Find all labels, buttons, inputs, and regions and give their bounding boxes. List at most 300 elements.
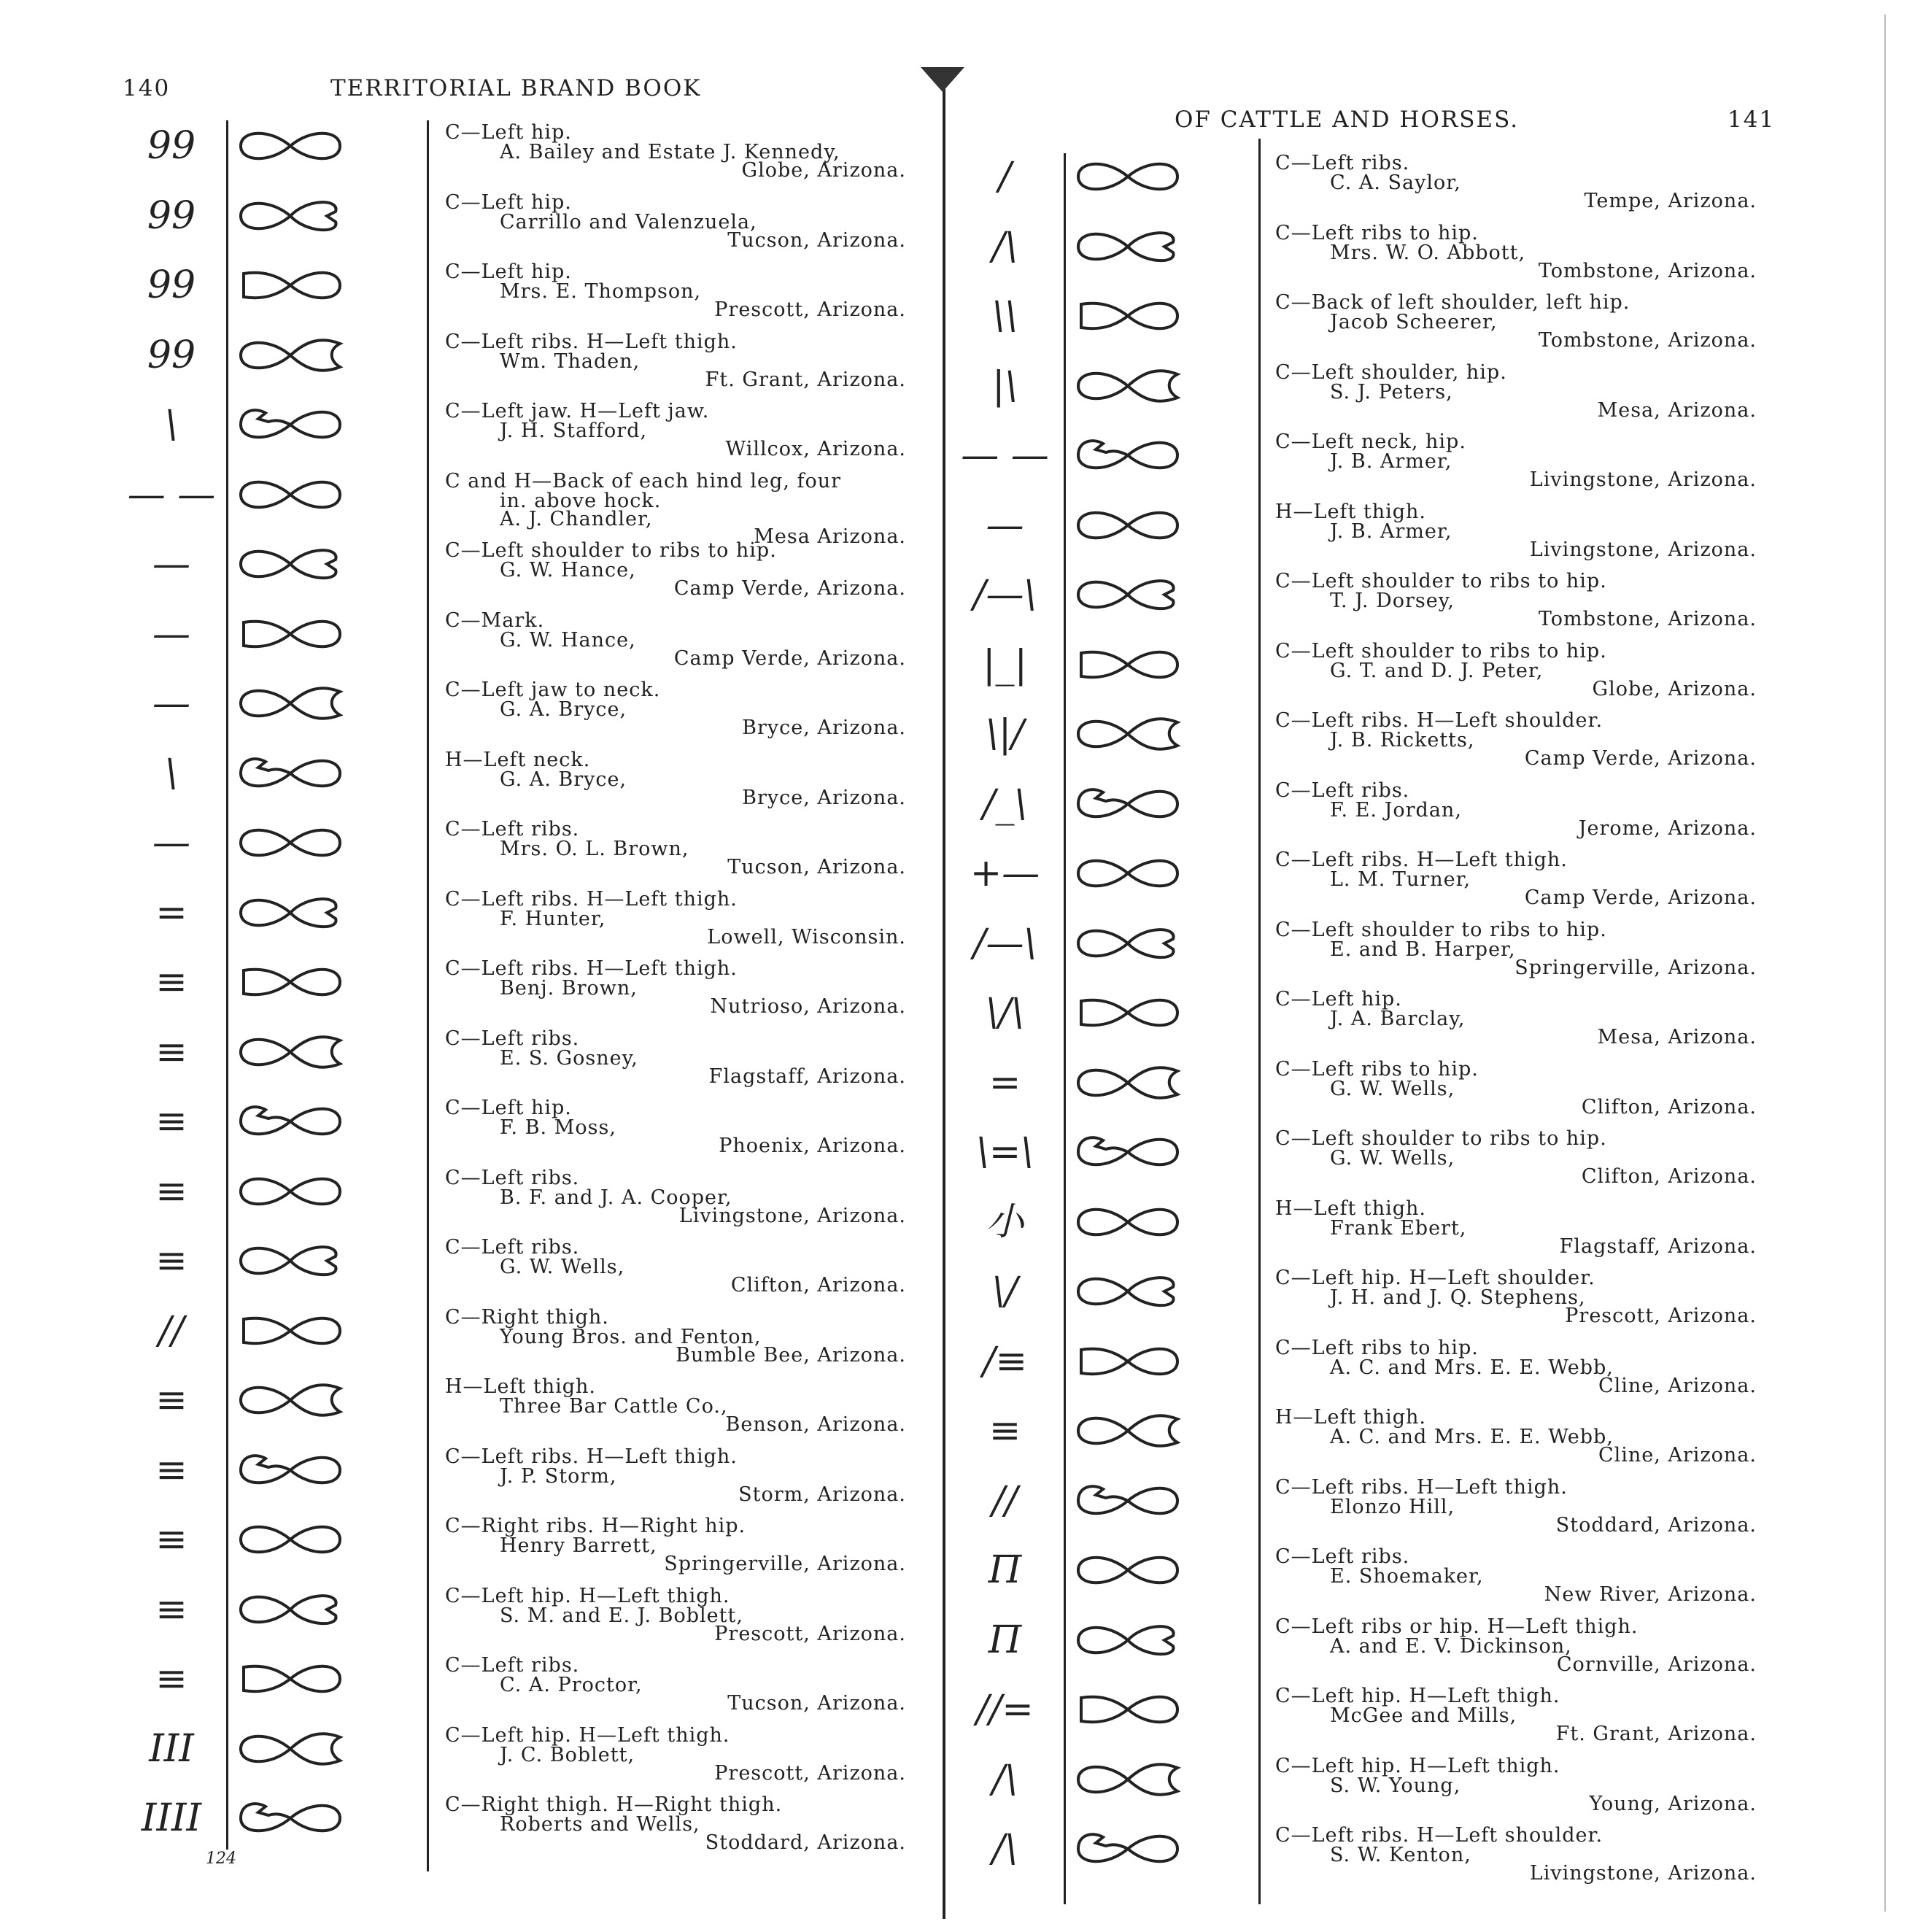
brand-symbol: \/ bbox=[991, 1270, 1018, 1313]
brand-symbol: 小 bbox=[986, 1199, 1024, 1244]
earmark-icon bbox=[233, 891, 350, 935]
entry-owner: G. A. Bryce, bbox=[500, 698, 627, 721]
left-page-number: 140 bbox=[123, 75, 171, 101]
entry-owner: S. M. and E. J. Boblett, bbox=[500, 1604, 743, 1627]
entry-mark: C—Left hip. H—Left shoulder. bbox=[1275, 1267, 1595, 1289]
earmark-icon bbox=[1071, 433, 1188, 477]
brand-symbol: — bbox=[152, 542, 190, 586]
brand-entry bbox=[1275, 1686, 1757, 1756]
entry-mark: C—Left neck, hip. bbox=[1275, 430, 1466, 453]
entry-owner: E. Shoemaker, bbox=[1330, 1565, 1484, 1588]
entry-owner: Jacob Scheerer, bbox=[1330, 311, 1498, 333]
brand-symbol: / bbox=[998, 155, 1012, 198]
entry-owner: G. T. and D. J. Peter, bbox=[1330, 659, 1544, 682]
brand-symbol: \ bbox=[165, 751, 178, 795]
entry-location: Camp Verde, Arizona. bbox=[1524, 747, 1757, 770]
brand-symbol: // bbox=[158, 1308, 185, 1353]
brand-entry bbox=[1275, 641, 1757, 711]
entry-owner: J. A. Barclay, bbox=[1330, 1008, 1466, 1030]
entry-location: Nutrioso, Arizona. bbox=[710, 995, 906, 1018]
entry-mark: H—Left thigh. bbox=[1275, 1406, 1427, 1429]
entry-owner: Roberts and Wells, bbox=[500, 1813, 700, 1836]
entry-mark: C—Left ribs. H—Left shoulder. bbox=[1275, 709, 1603, 732]
brand-entry bbox=[445, 1307, 906, 1377]
right-text-rule bbox=[1258, 139, 1261, 1904]
earmark-icon bbox=[233, 333, 350, 377]
brand-entry bbox=[445, 1586, 906, 1656]
entry-mark: C—Left hip. bbox=[1275, 988, 1402, 1011]
entry-mark: C—Left hip. bbox=[445, 121, 572, 144]
left-brand-rule bbox=[226, 120, 228, 1850]
entry-location: Livingstone, Arizona. bbox=[1529, 1862, 1757, 1885]
brand-entry bbox=[445, 959, 906, 1029]
earmark-icon bbox=[233, 263, 350, 307]
brand-entry bbox=[445, 1655, 906, 1726]
entry-owner: G. W. Wells, bbox=[1330, 1077, 1455, 1100]
entry-owner-secondary: A. J. Chandler, bbox=[500, 507, 653, 530]
brand-symbol: — bbox=[152, 821, 190, 865]
earmark-icon bbox=[1071, 225, 1188, 268]
brand-entry bbox=[445, 1516, 906, 1586]
entry-owner: F. Hunter, bbox=[500, 907, 606, 930]
entry-mark: C—Left hip. H—Left thigh. bbox=[1275, 1685, 1560, 1707]
earmark-icon bbox=[1071, 573, 1188, 617]
brand-entry bbox=[1275, 223, 1757, 293]
brand-symbol: \\ bbox=[991, 294, 1018, 338]
entry-mark: C—Left ribs. bbox=[445, 1166, 580, 1189]
gutter-rule bbox=[943, 73, 945, 1919]
entry-location: Stoddard, Arizona. bbox=[1555, 1513, 1757, 1537]
entry-location: Ft. Grant, Arizona. bbox=[1555, 1723, 1757, 1745]
entry-owner: A. C. and Mrs. E. E. Webb, bbox=[1330, 1426, 1614, 1448]
entry-location: Camp Verde, Arizona. bbox=[673, 577, 906, 600]
entry-mark: C—Left ribs. H—Left thigh. bbox=[1275, 849, 1568, 871]
brand-symbol: \|/ bbox=[986, 712, 1024, 756]
brand-entry bbox=[1275, 850, 1757, 920]
brand-symbol: +— bbox=[970, 851, 1040, 895]
entry-mark: C—Left hip. bbox=[445, 1097, 572, 1119]
brand-symbol: ≡ bbox=[155, 1239, 187, 1283]
brand-entry bbox=[445, 1795, 906, 1865]
entry-mark: C—Left ribs to hip. bbox=[1275, 221, 1479, 244]
brand-symbol: /_\ bbox=[982, 781, 1028, 826]
entry-mark: C—Left shoulder to ribs to hip. bbox=[1275, 639, 1607, 662]
brand-entry bbox=[445, 750, 906, 820]
entry-mark: C—Left ribs. bbox=[1275, 778, 1410, 802]
entry-mark: C—Left ribs. H—Left thigh. bbox=[445, 330, 738, 353]
entry-location: Willcox, Arizona. bbox=[725, 438, 906, 460]
entry-owner: Carrillo and Valenzuela, bbox=[500, 210, 757, 233]
entry-location: Tucson, Arizona. bbox=[727, 228, 906, 252]
brand-symbol: /\ bbox=[991, 1757, 1018, 1801]
right-brand-rule bbox=[1064, 153, 1066, 1904]
entry-location: Bumble Bee, Arizona. bbox=[676, 1343, 906, 1367]
right-running-head: OF CATTLE AND HORSES. bbox=[1175, 107, 1520, 133]
entry-location: Springerville, Arizona. bbox=[664, 1553, 906, 1575]
earmark-icon bbox=[233, 1518, 350, 1561]
earmark-icon bbox=[1071, 1340, 1188, 1383]
brand-entry bbox=[445, 1098, 906, 1168]
earmark-icon bbox=[233, 1170, 350, 1213]
entry-location: Livingstone, Arizona. bbox=[1529, 538, 1757, 561]
entry-location: Bryce, Arizona. bbox=[742, 716, 906, 739]
entry-location: Prescott, Arizona. bbox=[714, 1761, 906, 1785]
brand-symbol: /≡ bbox=[982, 1339, 1028, 1383]
brand-symbol: IIII bbox=[141, 1796, 202, 1840]
entry-owner: F. E. Jordan, bbox=[1330, 798, 1462, 822]
entry-mark: C—Left ribs. H—Left thigh. bbox=[445, 957, 738, 980]
earmark-icon bbox=[1071, 1130, 1188, 1174]
brand-symbol: Π bbox=[988, 1548, 1022, 1592]
earmark-icon bbox=[1071, 1270, 1188, 1313]
earmark-icon bbox=[233, 1727, 350, 1771]
entry-mark: C—Left hip. H—Left thigh. bbox=[445, 1723, 730, 1747]
brand-entry bbox=[1275, 432, 1757, 502]
entry-location: Camp Verde, Arizona. bbox=[673, 646, 906, 670]
brand-symbol: \ bbox=[165, 403, 178, 447]
entry-owner: J. P. Storm, bbox=[500, 1464, 617, 1488]
brand-entry bbox=[445, 190, 906, 263]
right-page-number: 141 bbox=[1728, 107, 1776, 133]
earmark-icon bbox=[233, 1657, 350, 1701]
entry-mark: C—Left jaw to neck. bbox=[445, 679, 661, 701]
entry-mark: C—Right thigh. H—Right thigh. bbox=[445, 1793, 783, 1816]
brand-symbol: /\ bbox=[991, 224, 1018, 268]
entry-owner: S. W. Kenton, bbox=[1330, 1844, 1471, 1866]
brand-entry bbox=[1275, 293, 1757, 363]
brand-entry bbox=[1275, 1268, 1757, 1338]
brand-entry bbox=[445, 819, 906, 889]
entry-location: Livingstone, Arizona. bbox=[1529, 468, 1757, 491]
brand-symbol: Π bbox=[988, 1618, 1022, 1662]
entry-owner: G. W. Hance, bbox=[500, 628, 636, 652]
margin-note: 124 bbox=[206, 1850, 236, 1868]
entry-mark: C—Left ribs. bbox=[445, 1236, 580, 1259]
brand-symbol: 99 bbox=[147, 124, 196, 168]
entry-mark: C—Left ribs. H—Left thigh. bbox=[445, 1445, 738, 1468]
earmark-icon bbox=[233, 473, 350, 517]
earmark-icon bbox=[233, 1030, 350, 1074]
brand-entry bbox=[1275, 1756, 1757, 1826]
entry-owner: E. and B. Harper, bbox=[1330, 938, 1516, 961]
entry-owner: J. B. Armer, bbox=[1330, 450, 1452, 473]
earmark-icon bbox=[233, 1100, 350, 1143]
brand-entry bbox=[445, 469, 906, 548]
entry-owner: Mrs. O. L. Brown, bbox=[500, 838, 689, 860]
earmark-icon bbox=[1071, 1548, 1188, 1592]
earmark-icon bbox=[1071, 991, 1188, 1035]
entry-owner: C. A. Saylor, bbox=[1330, 171, 1461, 194]
earmark-icon bbox=[1071, 1479, 1188, 1523]
entry-mark: C—Left ribs. bbox=[445, 1027, 580, 1050]
entry-owner: J. B. Ricketts, bbox=[1330, 729, 1475, 751]
entry-location: Tombstone, Arizona. bbox=[1538, 608, 1757, 630]
brand-entry bbox=[1275, 711, 1757, 781]
earmark-icon bbox=[233, 751, 350, 795]
brand-symbol: ≡ bbox=[155, 1100, 187, 1143]
entry-owner: G. W. Wells, bbox=[1330, 1147, 1455, 1170]
entry-owner: J. H. Stafford, bbox=[500, 420, 648, 442]
entry-location: Benson, Arizona. bbox=[725, 1413, 906, 1436]
earmark-icon bbox=[1071, 921, 1188, 965]
gutter-marker bbox=[921, 67, 964, 92]
earmark-icon bbox=[233, 194, 350, 238]
entry-mark: C—Left shoulder to ribs to hip. bbox=[445, 539, 777, 562]
brand-entry bbox=[1275, 920, 1757, 990]
entry-location: Cline, Arizona. bbox=[1598, 1374, 1757, 1397]
entry-location: Flagstaff, Arizona. bbox=[1559, 1234, 1757, 1258]
brand-symbol: — — bbox=[127, 472, 216, 517]
brand-entry bbox=[1275, 989, 1757, 1059]
entry-mark: C—Left ribs. bbox=[1275, 1545, 1410, 1568]
earmark-icon bbox=[233, 124, 350, 168]
earmark-icon bbox=[233, 1378, 350, 1422]
entry-location: Jerome, Arizona. bbox=[1578, 816, 1757, 840]
entry-owner: E. S. Gosney, bbox=[500, 1046, 638, 1070]
brand-entry bbox=[1275, 1059, 1757, 1129]
earmark-icon bbox=[233, 960, 350, 1004]
entry-mark: H—Left neck. bbox=[445, 748, 591, 771]
earmark-icon bbox=[1071, 1827, 1188, 1871]
brand-symbol: /\ bbox=[991, 1827, 1018, 1871]
entry-owner: J. B. Armer, bbox=[1330, 519, 1452, 543]
entry-owner: J. H. and J. Q. Stephens, bbox=[1330, 1286, 1586, 1309]
earmark-icon bbox=[233, 403, 350, 447]
brand-symbol: /—\ bbox=[972, 921, 1037, 965]
brand-symbol: — bbox=[986, 503, 1024, 547]
brand-symbol: — bbox=[152, 681, 190, 725]
brand-entry bbox=[445, 1029, 906, 1099]
earmark-icon bbox=[1071, 1758, 1188, 1801]
brand-symbol: ≡ bbox=[155, 1587, 187, 1631]
entry-owner: C. A. Proctor, bbox=[500, 1674, 643, 1696]
entry-location: Bryce, Arizona. bbox=[742, 786, 906, 809]
brand-entry bbox=[1275, 778, 1757, 851]
entry-owner: S. W. Young, bbox=[1330, 1774, 1461, 1797]
brand-entry bbox=[445, 541, 906, 611]
entry-mark: C—Mark. bbox=[445, 608, 545, 632]
entry-location: Mesa Arizona. bbox=[754, 525, 906, 548]
brand-entry bbox=[1275, 1825, 1757, 1896]
entry-location: Young, Arizona. bbox=[1589, 1792, 1757, 1815]
page-edge-rule bbox=[1884, 15, 1886, 1912]
earmark-icon bbox=[1071, 712, 1188, 756]
brand-symbol: 99 bbox=[147, 263, 196, 307]
brand-symbol: \=\ bbox=[976, 1130, 1034, 1174]
entry-location: Prescott, Arizona. bbox=[1565, 1305, 1757, 1327]
brand-symbol: \/\ bbox=[986, 991, 1024, 1035]
entry-owner: Mrs. E. Thompson, bbox=[500, 280, 702, 303]
entry-mark: H—Left thigh. bbox=[1275, 500, 1427, 523]
brand-entry bbox=[445, 1447, 906, 1517]
entry-mark: C—Right ribs. H—Right hip. bbox=[445, 1515, 746, 1537]
entry-owner: Benj. Brown, bbox=[500, 977, 638, 1000]
entry-owner: B. F. and J. A. Cooper, bbox=[500, 1186, 732, 1209]
entry-owner: Three Bar Cattle Co., bbox=[500, 1395, 728, 1418]
entry-location: Springerville, Arizona. bbox=[1514, 956, 1757, 979]
entry-location: Livingstone, Arizona. bbox=[678, 1204, 906, 1227]
entry-owner: G. A. Bryce, bbox=[500, 768, 627, 791]
earmark-icon bbox=[233, 681, 350, 725]
entry-location: Mesa, Arizona. bbox=[1597, 1026, 1757, 1048]
earmark-icon bbox=[1071, 851, 1188, 895]
entry-mark: C—Left ribs. bbox=[445, 818, 580, 841]
brand-symbol: |_| bbox=[982, 642, 1028, 687]
entry-location: Clifton, Arizona. bbox=[1581, 1095, 1757, 1118]
entry-location: Clifton, Arizona. bbox=[1581, 1165, 1757, 1188]
earmark-icon bbox=[233, 1309, 350, 1353]
brand-entry bbox=[1275, 360, 1757, 433]
entry-mark: C—Left ribs. bbox=[1275, 152, 1410, 174]
brand-symbol: 99 bbox=[147, 333, 196, 377]
brand-symbol: 99 bbox=[147, 193, 196, 238]
entry-mark: C—Left hip. bbox=[445, 190, 572, 214]
earmark-icon bbox=[233, 542, 350, 586]
brand-entry bbox=[1275, 1199, 1757, 1269]
earmark-icon bbox=[233, 1448, 350, 1492]
entry-mark: C—Left ribs. H—Left thigh. bbox=[445, 887, 738, 911]
brand-entry bbox=[1275, 1129, 1757, 1199]
entry-location: Flagstaff, Arizona. bbox=[708, 1064, 906, 1088]
brand-symbol: // bbox=[991, 1478, 1018, 1523]
entry-mark: C—Left shoulder to ribs to hip. bbox=[1275, 918, 1607, 941]
entry-location: Lowell, Wisconsin. bbox=[707, 925, 906, 948]
entry-location: Tucson, Arizona. bbox=[727, 1692, 906, 1715]
entry-owner: Henry Barrett, bbox=[500, 1534, 657, 1557]
brand-symbol: = bbox=[155, 890, 187, 935]
earmark-icon bbox=[1071, 364, 1188, 408]
entry-location: Cornville, Arizona. bbox=[1556, 1653, 1757, 1676]
brand-symbol: |\ bbox=[991, 363, 1018, 408]
earmark-icon bbox=[1071, 1061, 1188, 1105]
entry-mark: C—Left ribs or hip. H—Left thigh. bbox=[1275, 1615, 1639, 1638]
entry-location: New River, Arizona. bbox=[1544, 1583, 1757, 1606]
entry-location: Tombstone, Arizona. bbox=[1538, 259, 1757, 282]
left-text-rule bbox=[427, 120, 429, 1871]
entry-owner: S. J. Peters, bbox=[1330, 380, 1453, 403]
entry-owner: Mrs. W. O. Abbott, bbox=[1330, 241, 1526, 264]
earmark-icon bbox=[233, 1239, 350, 1283]
entry-mark: C—Left hip. bbox=[445, 260, 572, 283]
brand-symbol: ≡ bbox=[155, 1378, 187, 1422]
brand-symbol: — bbox=[152, 611, 190, 656]
entry-owner: T. J. Dorsey, bbox=[1330, 590, 1455, 612]
earmark-icon bbox=[1071, 1200, 1188, 1244]
entry-mark: C—Left shoulder to ribs to hip. bbox=[1275, 1127, 1607, 1150]
brand-entry bbox=[1275, 1547, 1757, 1617]
brand-entry bbox=[445, 123, 906, 193]
entry-location: Camp Verde, Arizona. bbox=[1524, 886, 1757, 909]
entry-owner: Frank Ebert, bbox=[1330, 1216, 1467, 1240]
brand-symbol: — — bbox=[961, 433, 1049, 477]
entry-owner: A. Bailey and Estate J. Kennedy, bbox=[500, 141, 840, 163]
brand-entry bbox=[445, 1168, 906, 1238]
entry-location: Storm, Arizona. bbox=[738, 1483, 906, 1506]
brand-symbol: ≡ bbox=[155, 1657, 187, 1701]
entry-location: Tempe, Arizona. bbox=[1584, 190, 1757, 212]
earmark-icon bbox=[1071, 782, 1188, 826]
entry-location: Globe, Arizona. bbox=[741, 159, 906, 182]
entry-location: Clifton, Arizona. bbox=[730, 1274, 906, 1297]
brand-entry bbox=[1275, 571, 1757, 641]
brand-symbol: /—\ bbox=[972, 573, 1037, 617]
earmark-icon bbox=[1071, 155, 1188, 198]
entry-mark: C—Left ribs to hip. bbox=[1275, 1057, 1479, 1081]
entry-mark: C and H—Back of each hind leg, four bbox=[445, 469, 842, 492]
earmark-icon bbox=[1071, 1409, 1188, 1453]
brand-entry bbox=[1275, 1407, 1757, 1477]
brand-entry bbox=[445, 1237, 906, 1307]
brand-symbol: ≡ bbox=[989, 1409, 1021, 1453]
brand-entry bbox=[445, 1377, 906, 1447]
brand-entry bbox=[445, 401, 906, 471]
entry-mark: C—Left jaw. H—Left jaw. bbox=[445, 400, 710, 422]
earmark-icon bbox=[1071, 1688, 1188, 1731]
brand-entry bbox=[445, 262, 906, 332]
entry-owner: Young Bros. and Fenton, bbox=[500, 1325, 762, 1348]
entry-mark: C—Left hip. H—Left thigh. bbox=[445, 1584, 730, 1607]
brand-entry bbox=[1275, 1338, 1757, 1408]
brand-symbol: ≡ bbox=[155, 1169, 187, 1213]
earmark-icon bbox=[1071, 503, 1188, 547]
earmark-icon bbox=[233, 612, 350, 656]
brand-entry bbox=[1275, 153, 1757, 223]
entry-mark: C—Left ribs. H—Left shoulder. bbox=[1275, 1824, 1603, 1847]
entry-location: Prescott, Arizona. bbox=[714, 298, 906, 321]
brand-symbol: //= bbox=[976, 1688, 1034, 1731]
earmark-icon bbox=[1071, 1618, 1188, 1662]
brand-symbol: ≡ bbox=[155, 1448, 187, 1492]
brand-entry bbox=[1275, 1617, 1757, 1687]
entry-owner: J. C. Boblett, bbox=[500, 1743, 635, 1766]
entry-location: Ft. Grant, Arizona. bbox=[705, 368, 906, 391]
entry-location: Tucson, Arizona. bbox=[727, 856, 906, 878]
entry-mark: C—Left ribs to hip. bbox=[1275, 1336, 1479, 1359]
brand-entry bbox=[445, 889, 906, 959]
entry-location: Mesa, Arizona. bbox=[1597, 398, 1757, 422]
earmark-icon bbox=[1071, 643, 1188, 687]
entry-owner: G. W. Wells, bbox=[500, 1256, 625, 1278]
brand-entry bbox=[445, 1723, 906, 1796]
brand-symbol: ≡ bbox=[155, 960, 187, 1004]
entry-mark: C—Left ribs. bbox=[445, 1654, 580, 1677]
brand-entry bbox=[1275, 502, 1757, 572]
entry-mark: H—Left thigh. bbox=[445, 1375, 597, 1398]
entry-location: Prescott, Arizona. bbox=[714, 1622, 906, 1645]
entry-owner: in. above hock. bbox=[500, 489, 662, 512]
entry-location: Phoenix, Arizona. bbox=[719, 1135, 906, 1157]
entry-mark: C—Back of left shoulder, left hip. bbox=[1275, 291, 1630, 314]
entry-mark: C—Left shoulder, hip. bbox=[1275, 360, 1507, 384]
entry-owner: McGee and Mills, bbox=[1330, 1704, 1517, 1727]
entry-owner: A. and E. V. Dickinson, bbox=[1330, 1634, 1572, 1658]
entry-owner: Wm. Thaden, bbox=[500, 349, 641, 373]
brand-symbol: ≡ bbox=[155, 1029, 187, 1074]
entry-owner: A. C. and Mrs. E. E. Webb, bbox=[1330, 1356, 1614, 1379]
entry-mark: C—Left shoulder to ribs to hip. bbox=[1275, 570, 1607, 592]
earmark-icon bbox=[1071, 294, 1188, 338]
entry-location: Globe, Arizona. bbox=[1592, 677, 1757, 700]
entry-owner: Elonzo Hill, bbox=[1330, 1495, 1455, 1518]
entry-owner: F. B. Moss, bbox=[500, 1116, 616, 1139]
brand-entry bbox=[445, 332, 906, 402]
entry-owner: G. W. Hance, bbox=[500, 559, 636, 581]
entry-location: Stoddard, Arizona. bbox=[705, 1831, 906, 1854]
earmark-icon bbox=[233, 1796, 350, 1840]
brand-entry bbox=[1275, 1477, 1757, 1547]
entry-mark: C—Left ribs. H—Left thigh. bbox=[1275, 1475, 1568, 1499]
entry-location: Tombstone, Arizona. bbox=[1538, 329, 1757, 352]
